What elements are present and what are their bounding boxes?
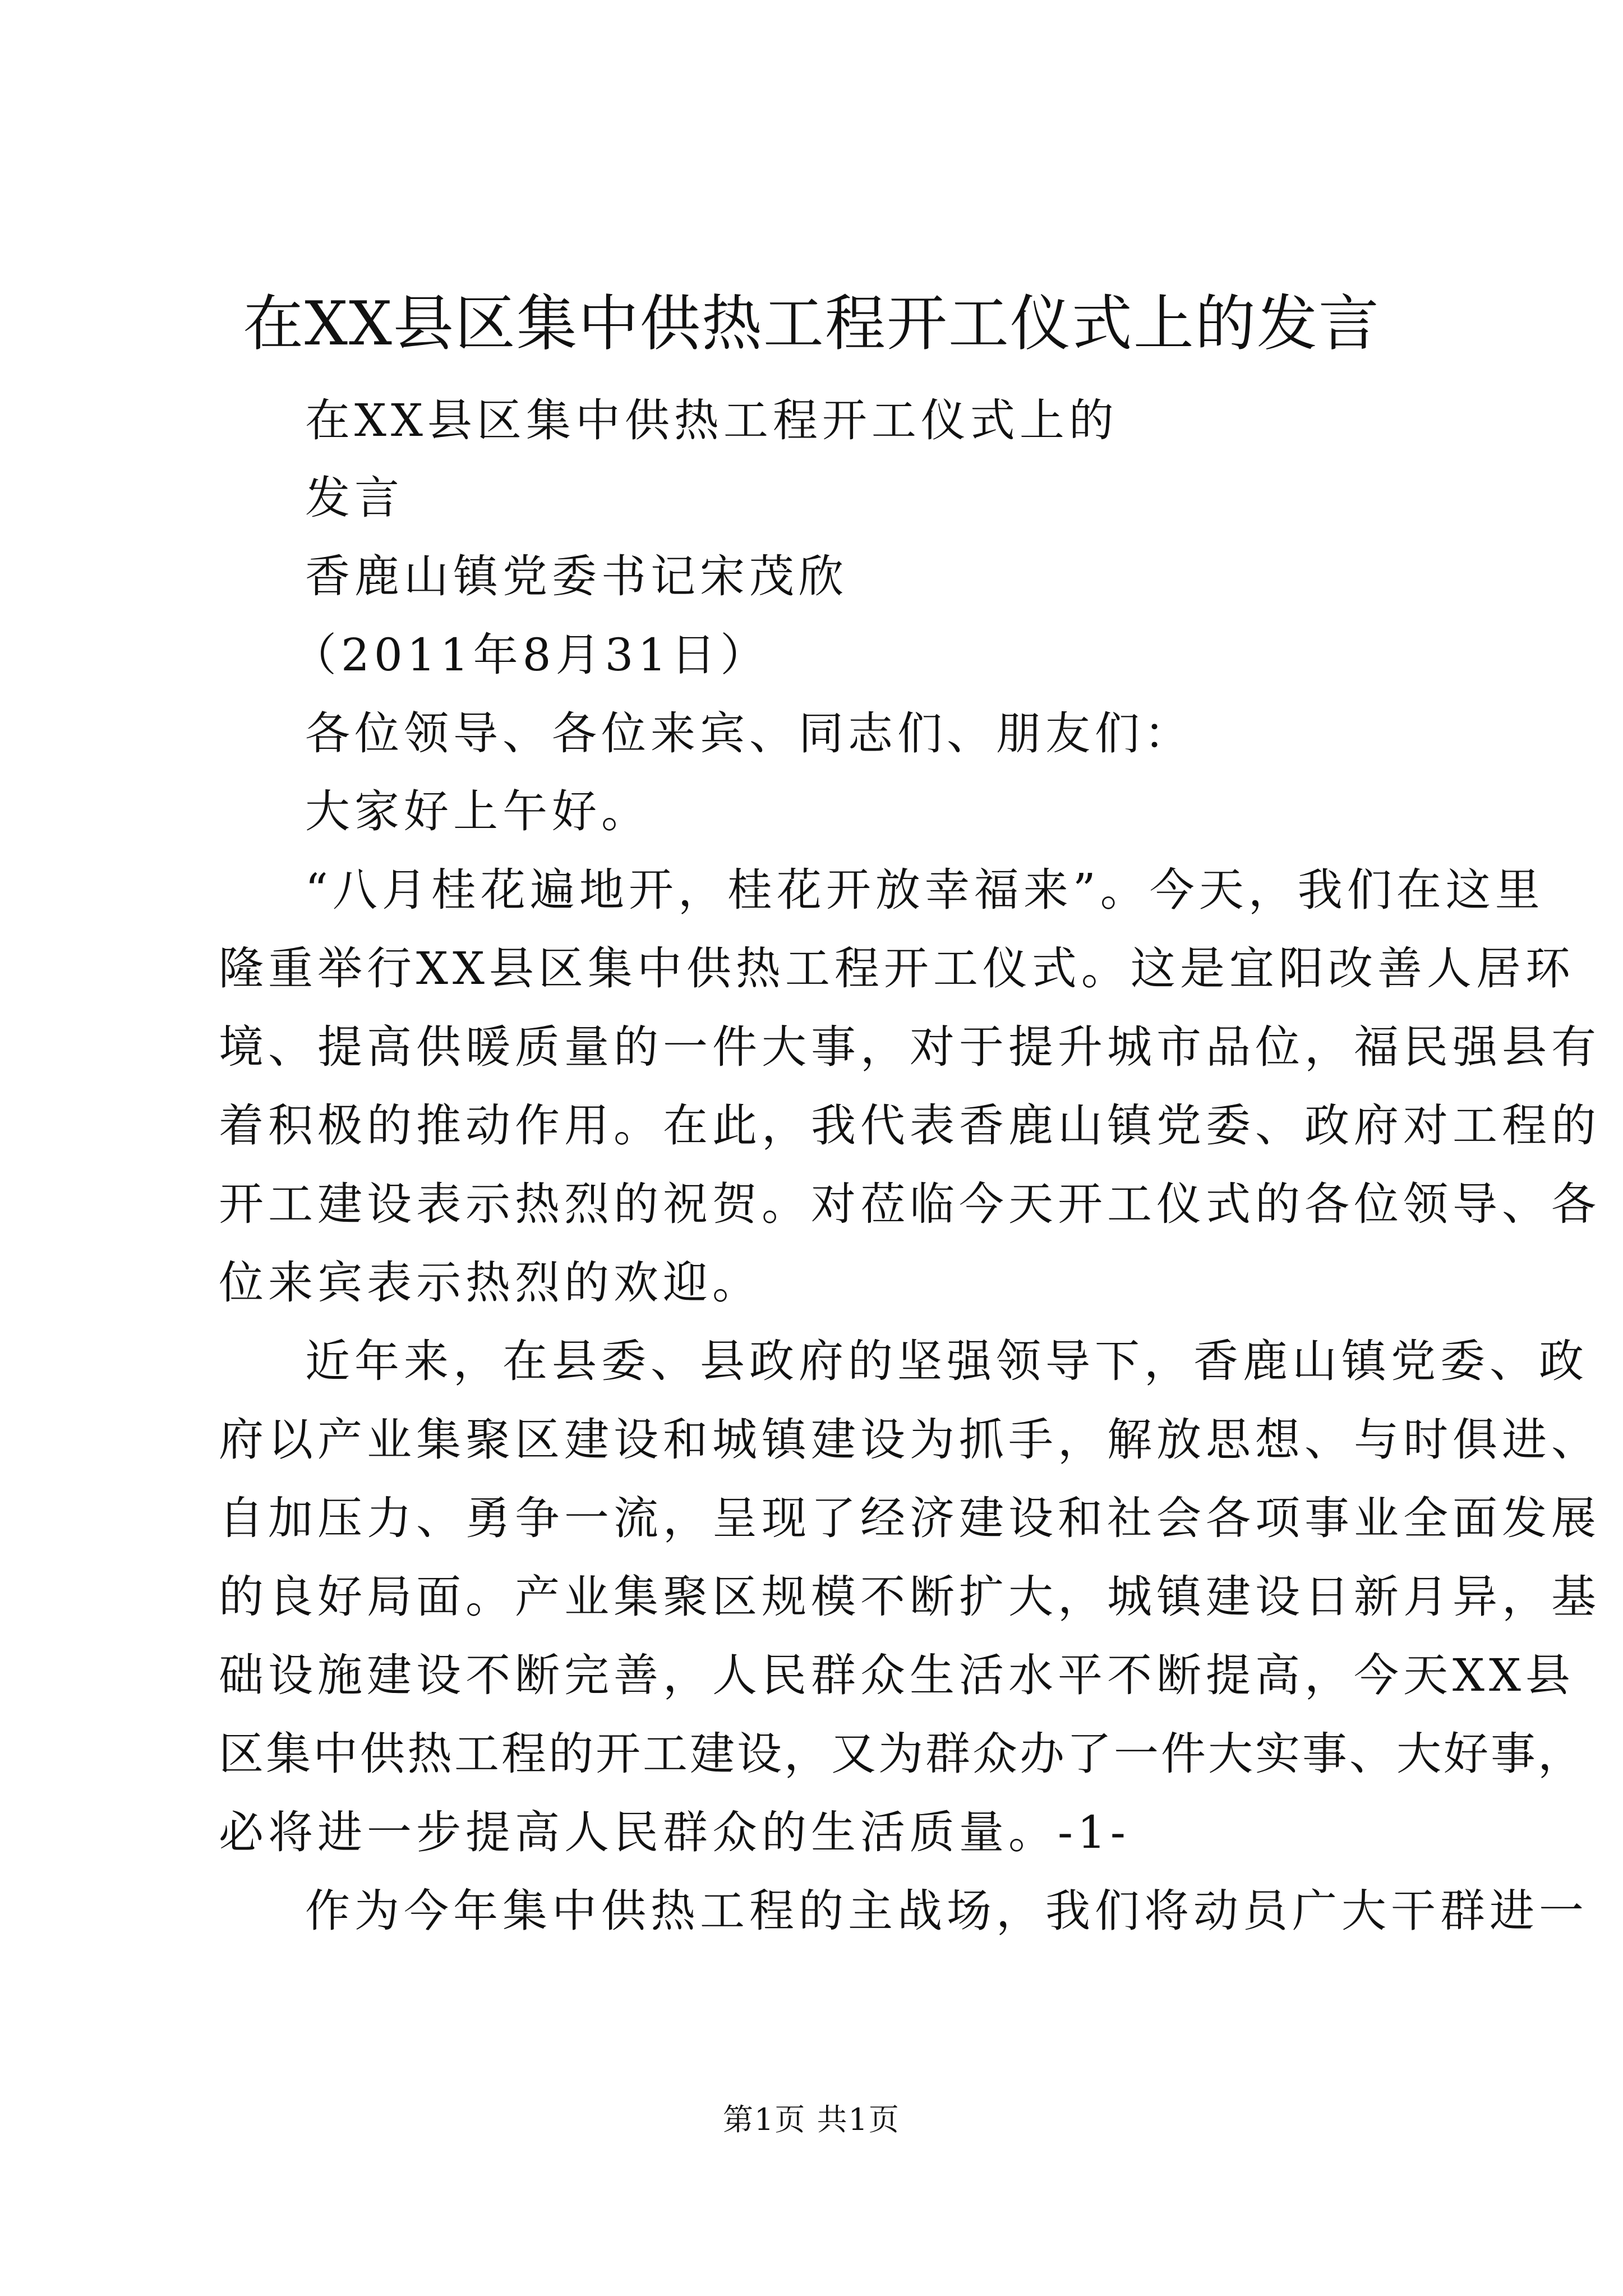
paragraph-2-line-4: 的良好局面。产业集聚区规模不断扩大，城镇建设日新月异，基 [219,1571,1601,1623]
heading-line-1: 在XX县区集中供热工程开工仪式上的 [305,394,1118,447]
paragraph-1-line-2: 隆重举行XX县区集中供热工程开工仪式。这是宜阳改善人居环 [219,942,1575,995]
paragraph-2-line-7: 必将进一步提高人民群众的生活质量。-1- [219,1806,1130,1858]
paragraph-1-line-6: 位来宾表示热烈的欢迎。 [219,1257,762,1309]
page-number-footer: 第1页 共1页 [723,2102,900,2137]
paragraph-2-line-6: 区集中供热工程的开工建设，又为群众办了一件大实事、大好事， [219,1728,1585,1780]
paragraph-2-line-2: 府以产业集聚区建设和城镇建设为抓手，解放思想、与时俱进、 [219,1414,1601,1466]
greeting-line: 大家好上午好。 [305,785,651,838]
salutation-line: 各位领导、各位来宾、同志们、朋友们： [305,707,1193,760]
paragraph-2-line-5: 础设施建设不断完善，人民群众生活水平不断提高，今天XX县 [219,1649,1575,1701]
speaker-line: 香鹿山镇党委书记宋茂欣 [305,550,848,602]
heading-line-2: 发言 [305,472,404,524]
paragraph-2-line-1: 近年来，在县委、县政府的坚强领导下，香鹿山镇党委、政 [305,1335,1588,1387]
paragraph-1-line-4: 着积极的推动作用。在此，我代表香鹿山镇党委、政府对工程的 [219,1099,1601,1152]
document-title: 在XX县区集中供热工程开工仪式上的发言 [243,289,1380,359]
paragraph-3-line-1: 作为今年集中供热工程的主战场，我们将动员广大干群进一 [305,1885,1588,1937]
paragraph-1-line-5: 开工建设表示热烈的祝贺。对莅临今天开工仪式的各位领导、各 [219,1178,1601,1230]
date-line: （2011年8月31日） [292,629,770,681]
paragraph-1-line-1: “八月桂花遍地开，桂花开放幸福来”。今天，我们在这里 [305,864,1544,916]
paragraph-1-line-3: 境、提高供暖质量的一件大事，对于提升城市品位，福民强县有 [219,1021,1601,1073]
paragraph-2-line-3: 自加压力、勇争一流，呈现了经济建设和社会各项事业全面发展 [219,1492,1601,1544]
